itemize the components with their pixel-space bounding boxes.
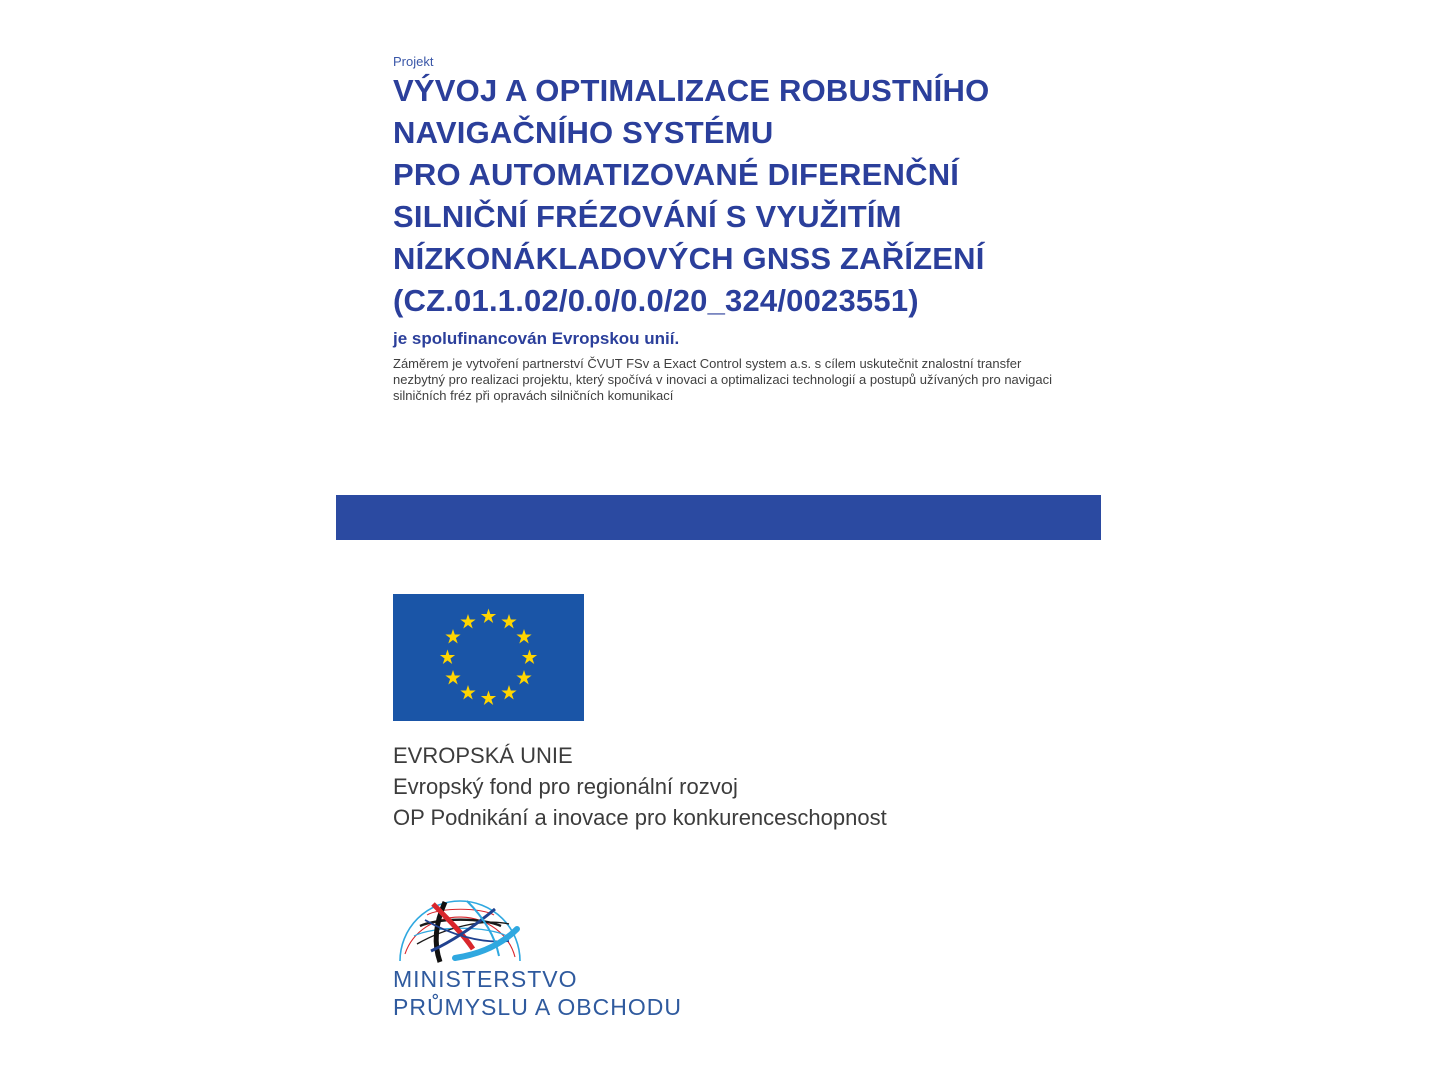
eu-programme-line: OP Podnikání a inovace pro konkurenceschopnost xyxy=(393,805,887,830)
mpo-globe-icon xyxy=(397,884,523,964)
project-description xyxy=(393,356,1052,404)
project-title-line: VÝVOJ A OPTIMALIZACE ROBUSTNÍHO xyxy=(393,73,990,108)
ministry-name-line: MINISTERSTVO xyxy=(393,966,578,992)
project-title-line: NAVIGAČNÍHO SYSTÉMU xyxy=(393,115,774,150)
project-title-line: NÍZKONÁKLADOVÝCH GNSS ZAŘÍZENÍ xyxy=(393,241,985,276)
blue-divider-bar xyxy=(336,495,1101,540)
project-description-line: nezbytný pro realizaci projektu, který spočívá v inovaci a optimalizaci technologií a postupů užívaných pro navigaci xyxy=(393,372,1053,387)
eu-fund-line: Evropský fond pro regionální rozvoj xyxy=(393,774,738,799)
project-description-line: Záměrem je vytvoření partnerství ČVUT FSv a Exact Control system a.s. s cílem uskutečnit znalostní transfer xyxy=(393,356,1022,371)
project-label: Projekt xyxy=(393,54,434,69)
eu-funding-text xyxy=(393,740,887,833)
project-title xyxy=(393,70,1093,322)
project-description-line: silničních fréz při opravách silničních komunikací xyxy=(393,388,674,403)
eu-flag-icon xyxy=(393,594,584,721)
project-title-line: SILNIČNÍ FRÉZOVÁNÍ S VYUŽITÍM xyxy=(393,199,902,234)
ministry-name xyxy=(393,965,682,1021)
cofinancing-statement: je spolufinancován Evropskou unií. xyxy=(393,329,680,348)
eu-union-line: EVROPSKÁ UNIE xyxy=(393,743,573,768)
project-code-line: (CZ.01.1.02/0.0/0.0/20_324/0023551) xyxy=(393,283,919,318)
project-title-line: PRO AUTOMATIZOVANÉ DIFERENČNÍ xyxy=(393,157,960,192)
ministry-name-line: PRŮMYSLU A OBCHODU xyxy=(393,994,682,1020)
